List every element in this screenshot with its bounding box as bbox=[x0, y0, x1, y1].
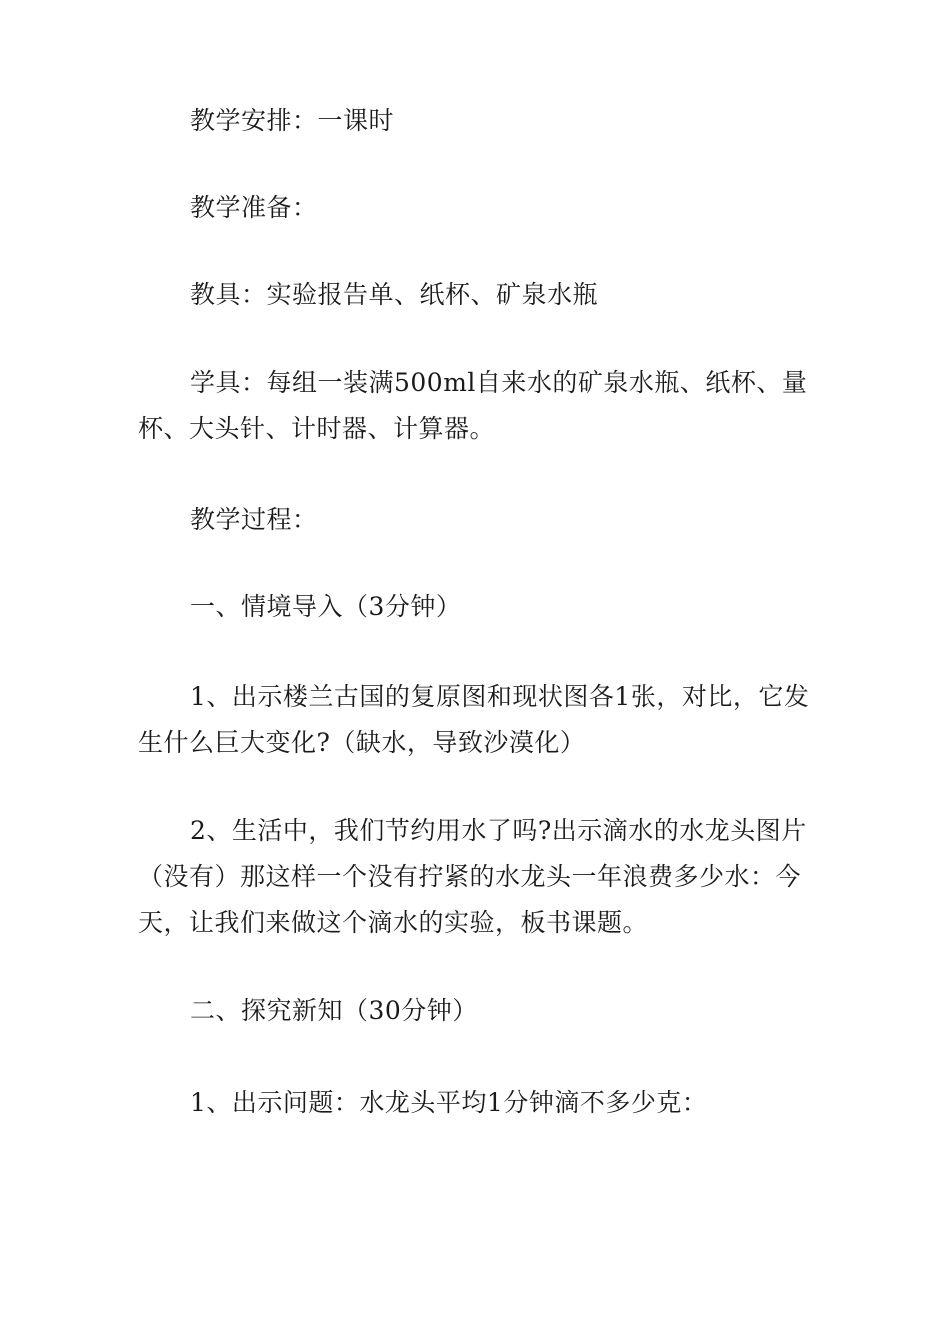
paragraph-schedule: 教学安排：一课时 bbox=[190, 106, 395, 135]
paragraph-teacher-tools: 教具：实验报告单、纸杯、矿泉水瓶 bbox=[190, 280, 599, 309]
paragraph-step-2: 2、生活中，我们节约用水了吗?出示滴水的水龙头图片（没有）那这样一个没有拧紧的水龙头一年浪费多少水：今天，让我们来做这个滴水的实验，板书课题。 bbox=[138, 816, 807, 937]
paragraph-preparation: 教学准备： bbox=[190, 193, 318, 222]
section-heading-intro: 一、情境导入（3分钟） bbox=[190, 592, 462, 621]
paragraph-question: 1、出示问题：水龙头平均1分钟滴不多少克： bbox=[190, 1088, 708, 1117]
paragraph-student-tools: 学具：每组一装满500ml自来水的矿泉水瓶、纸杯、量杯、大头针、计时器、计算器。 bbox=[138, 368, 808, 443]
paragraph-process-heading: 教学过程： bbox=[190, 505, 318, 534]
section-heading-explore: 二、探究新知（30分钟） bbox=[190, 996, 478, 1025]
paragraph-step-1: 1、出示楼兰古国的复原图和现状图各1张，对比，它发生什么巨大变化?（缺水，导致沙漠化） bbox=[138, 682, 810, 757]
